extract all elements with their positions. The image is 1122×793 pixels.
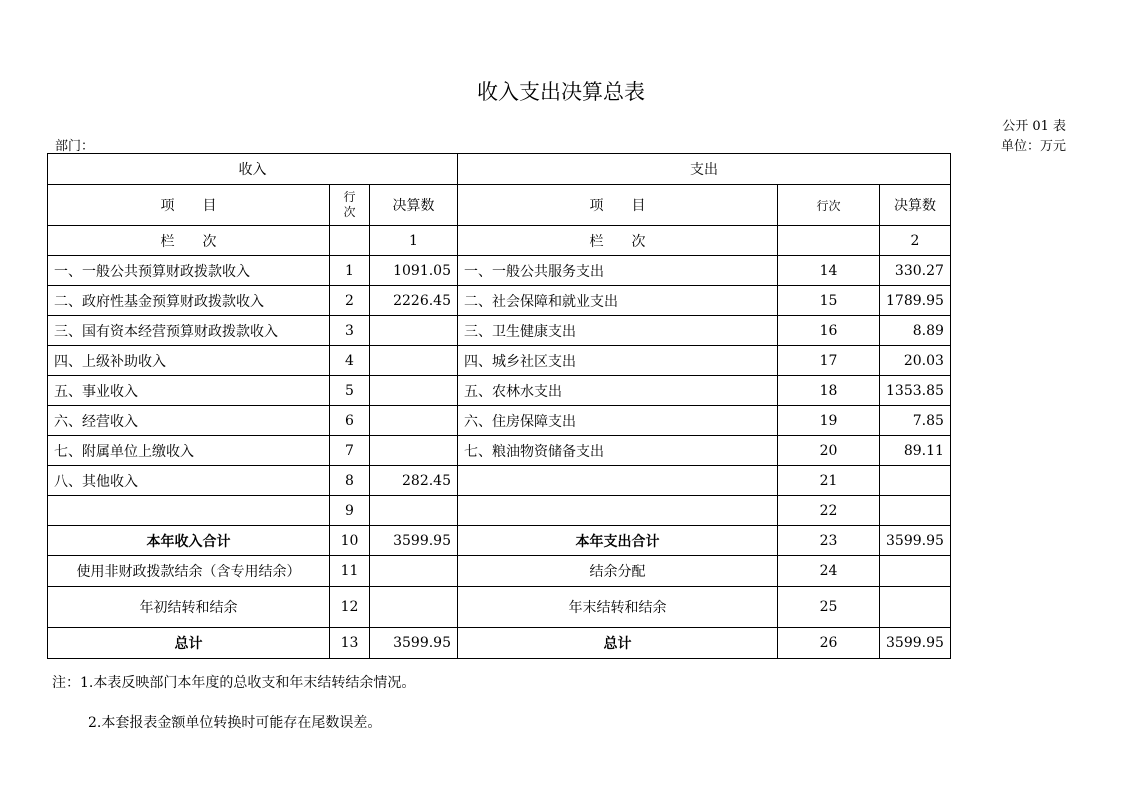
column-label: 栏 次 bbox=[458, 226, 778, 256]
expense-item-name: 四、城乡社区支出 bbox=[458, 346, 778, 376]
table-row bbox=[48, 436, 951, 466]
table-row bbox=[48, 587, 951, 628]
income-item-name: 五、事业收入 bbox=[48, 376, 330, 406]
income-amount: 2226.45 bbox=[370, 286, 458, 316]
income-item-name: 七、附属单位上缴收入 bbox=[48, 436, 330, 466]
expense-row-no: 23 bbox=[778, 526, 880, 556]
income-item-name: 四、上级补助收入 bbox=[48, 346, 330, 376]
table-row bbox=[48, 628, 951, 659]
income-row-no: 2 bbox=[330, 286, 370, 316]
table-row bbox=[48, 556, 951, 587]
expense-row-no: 25 bbox=[778, 587, 880, 628]
expense-item-name: 一、一般公共服务支出 bbox=[458, 256, 778, 286]
expense-row-no: 24 bbox=[778, 556, 880, 587]
income-row-no: 3 bbox=[330, 316, 370, 346]
expense-row-no: 16 bbox=[778, 316, 880, 346]
table-row bbox=[48, 346, 951, 376]
expense-row-no: 21 bbox=[778, 466, 880, 496]
expense-item-name: 五、农林水支出 bbox=[458, 376, 778, 406]
expense-item-name: 年末结转和结余 bbox=[458, 587, 778, 628]
income-amount: 3599.95 bbox=[370, 628, 458, 659]
expense-item-name: 本年支出合计 bbox=[458, 526, 778, 556]
income-amount-header: 决算数 bbox=[370, 185, 458, 226]
income-amount: 1091.05 bbox=[370, 256, 458, 286]
income-item-name: 总计 bbox=[48, 628, 330, 659]
income-row-no: 13 bbox=[330, 628, 370, 659]
expense-item-name: 七、粮油物资储备支出 bbox=[458, 436, 778, 466]
income-header: 收入 bbox=[48, 154, 458, 185]
expense-amount bbox=[880, 556, 951, 587]
expense-amount: 3599.95 bbox=[880, 526, 951, 556]
expense-amount: 7.85 bbox=[880, 406, 951, 436]
expense-item-name: 总计 bbox=[458, 628, 778, 659]
income-row-no: 11 bbox=[330, 556, 370, 587]
income-item-name: 三、国有资本经营预算财政拨款收入 bbox=[48, 316, 330, 346]
unit-label: 单位：万元 bbox=[1000, 139, 1066, 154]
expense-item-name bbox=[458, 466, 778, 496]
income-item-header: 项 目 bbox=[48, 185, 330, 226]
income-row-no-header: 行 次 bbox=[330, 185, 370, 226]
expense-amount: 1789.95 bbox=[880, 286, 951, 316]
expense-header: 支出 bbox=[458, 154, 951, 185]
table-row bbox=[48, 526, 951, 556]
column-number-income: 1 bbox=[370, 226, 458, 256]
column-label: 栏 次 bbox=[48, 226, 330, 256]
table-row bbox=[48, 376, 951, 406]
income-row-no: 6 bbox=[330, 406, 370, 436]
income-row-no: 12 bbox=[330, 587, 370, 628]
income-item-name: 八、其他收入 bbox=[48, 466, 330, 496]
income-amount bbox=[370, 346, 458, 376]
expense-row-no: 19 bbox=[778, 406, 880, 436]
form-number: 公开 01 表 bbox=[1002, 119, 1066, 134]
income-row-no: 7 bbox=[330, 436, 370, 466]
expense-row-no: 20 bbox=[778, 436, 880, 466]
note-2: 2.本套报表金额单位转换时可能存在尾数误差。 bbox=[88, 715, 382, 731]
table-row bbox=[48, 316, 951, 346]
income-amount bbox=[370, 496, 458, 526]
expense-item-name: 二、社会保障和就业支出 bbox=[458, 286, 778, 316]
income-item-name: 年初结转和结余 bbox=[48, 587, 330, 628]
income-row-no: 9 bbox=[330, 496, 370, 526]
income-amount bbox=[370, 556, 458, 587]
expense-amount: 89.11 bbox=[880, 436, 951, 466]
income-item-name: 使用非财政拨款结余（含专用结余） bbox=[48, 556, 330, 587]
expense-row-no: 18 bbox=[778, 376, 880, 406]
note-1: 注：1.本表反映部门本年度的总收支和年末结转结余情况。 bbox=[52, 675, 416, 691]
expense-amount-header: 决算数 bbox=[880, 185, 951, 226]
income-amount bbox=[370, 376, 458, 406]
expense-amount bbox=[880, 587, 951, 628]
expense-amount: 330.27 bbox=[880, 256, 951, 286]
expense-amount bbox=[880, 496, 951, 526]
income-item-name: 六、经营收入 bbox=[48, 406, 330, 436]
expense-amount: 20.03 bbox=[880, 346, 951, 376]
table-row bbox=[48, 256, 951, 286]
expense-row-no: 14 bbox=[778, 256, 880, 286]
expense-item-header: 项 目 bbox=[458, 185, 778, 226]
department-label: 部门： bbox=[55, 139, 95, 154]
expense-item-name: 六、住房保障支出 bbox=[458, 406, 778, 436]
income-amount bbox=[370, 406, 458, 436]
income-row-no: 10 bbox=[330, 526, 370, 556]
income-amount: 282.45 bbox=[370, 466, 458, 496]
income-amount bbox=[370, 316, 458, 346]
expense-item-name: 三、卫生健康支出 bbox=[458, 316, 778, 346]
expense-amount: 3599.95 bbox=[880, 628, 951, 659]
income-row-no: 8 bbox=[330, 466, 370, 496]
income-row-no: 5 bbox=[330, 376, 370, 406]
table-row bbox=[48, 406, 951, 436]
table-row bbox=[48, 286, 951, 316]
table-row bbox=[48, 496, 951, 526]
income-amount bbox=[370, 587, 458, 628]
expense-row-no: 17 bbox=[778, 346, 880, 376]
page-title: 收入支出决算总表 bbox=[477, 80, 645, 104]
income-item-name: 本年收入合计 bbox=[48, 526, 330, 556]
expense-row-no: 15 bbox=[778, 286, 880, 316]
income-item-name: 二、政府性基金预算财政拨款收入 bbox=[48, 286, 330, 316]
expense-row-no: 22 bbox=[778, 496, 880, 526]
income-row-no: 1 bbox=[330, 256, 370, 286]
expense-item-name: 结余分配 bbox=[458, 556, 778, 587]
expense-row-no: 26 bbox=[778, 628, 880, 659]
expense-item-name bbox=[458, 496, 778, 526]
expense-amount: 1353.85 bbox=[880, 376, 951, 406]
column-number-expense: 2 bbox=[880, 226, 951, 256]
table-row bbox=[48, 466, 951, 496]
expense-row-no-header: 行次 bbox=[778, 185, 880, 226]
expense-amount bbox=[880, 466, 951, 496]
income-item-name: 一、一般公共预算财政拨款收入 bbox=[48, 256, 330, 286]
summary-table bbox=[47, 153, 951, 659]
income-amount: 3599.95 bbox=[370, 526, 458, 556]
expense-amount: 8.89 bbox=[880, 316, 951, 346]
income-row-no: 4 bbox=[330, 346, 370, 376]
income-amount bbox=[370, 436, 458, 466]
income-item-name bbox=[48, 496, 330, 526]
